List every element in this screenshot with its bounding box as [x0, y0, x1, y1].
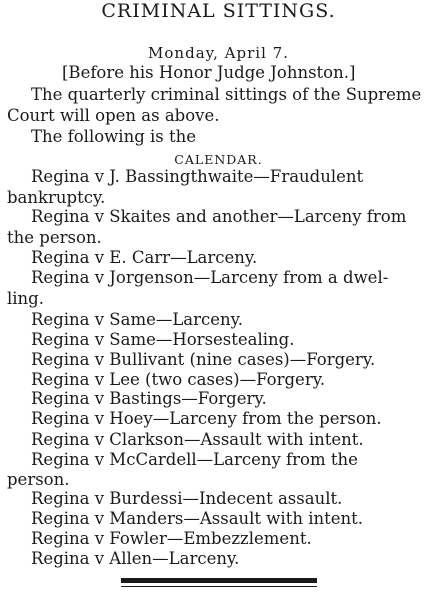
calendar-entry: Regina v Bastings—Forgery. [31, 389, 267, 408]
calendar-entry: Regina v J. Bassingthwaite—Fraudulent [31, 167, 364, 186]
intro-line: The following is the [31, 127, 197, 146]
headline: CRIMINAL SITTINGS. [101, 0, 336, 22]
calendar-entry: Regina v McCardell—Larceny from the [31, 450, 358, 469]
calendar-entry: the person. [7, 228, 102, 247]
calendar-entry: Regina v Lee (two cases)—Forgery. [31, 370, 326, 389]
calendar-entry: Regina v Same—Larceny. [31, 310, 244, 329]
calendar-entry: Regina v Skaites and another—Larceny from [31, 207, 407, 226]
calendar-entry: Regina v Allen—Larceny. [31, 549, 240, 568]
calendar-entry: Regina v Fowler—Embezzlement. [31, 529, 312, 548]
calendar-entry: Regina v Bullivant (nine cases)—Forgery. [31, 350, 376, 369]
calendar-entry: bankruptcy. [7, 188, 106, 207]
calendar-entry: Regina v E. Carr—Larceny. [31, 248, 258, 267]
calendar-entry: Regina v Jorgenson—Larceny from a dwel- [31, 268, 389, 287]
calendar-entry: Regina v Clarkson—Assault with intent. [31, 430, 364, 449]
court-note: [Before his Honor Judge Johnston.] [62, 63, 356, 82]
intro-line: The quarterly criminal sittings of the Supreme [31, 85, 422, 104]
calendar-entry: ling. [7, 289, 44, 308]
calendar-heading: CALENDAR. [174, 152, 263, 167]
calendar-entry: Regina v Same—Horsestealing. [31, 330, 295, 349]
calendar-entry: Regina v Burdessi—Indecent assault. [31, 489, 343, 508]
calendar-entry: Regina v Manders—Assault with intent. [31, 509, 364, 528]
intro-line: Court will open as above. [7, 106, 220, 125]
calendar-entry: Regina v Hoey—Larceny from the person. [31, 409, 382, 428]
dateline: Monday, April 7. [148, 44, 289, 62]
calendar-entry: person. [7, 470, 70, 489]
closing-rule [121, 578, 317, 583]
